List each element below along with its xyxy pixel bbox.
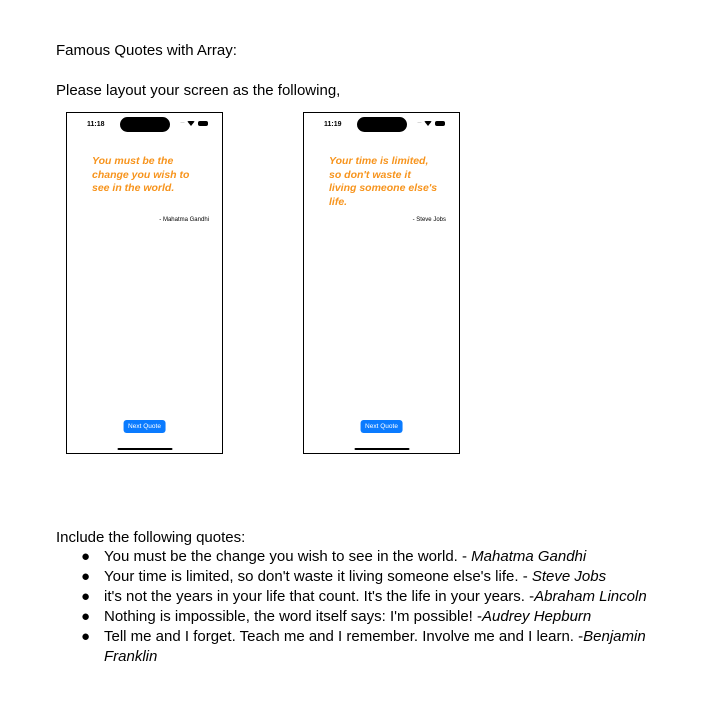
next-quote-button[interactable]: Next Quote (123, 420, 166, 433)
quote-list-text: You must be the change you wish to see in the world. - (104, 548, 472, 565)
list-item (56, 567, 656, 587)
signal-icon: ···· (417, 120, 421, 126)
quote-list-author: Abraham Lincoln (534, 588, 647, 605)
quote-list-author: Mahatma Gandhi (471, 548, 587, 565)
quote-list-text: Tell me and I forget. Teach me and I remember. Involve me and I learn. - (104, 628, 584, 645)
quote-list-author: Steve Jobs (531, 568, 607, 585)
status-time: 11:19 (324, 121, 342, 128)
quote-list-author: Benjamin Franklin (104, 628, 646, 665)
dynamic-island (357, 117, 407, 132)
quote-author: - Steve Jobs (412, 217, 446, 223)
dynamic-island (120, 117, 170, 132)
list-item (56, 547, 656, 567)
battery-icon (435, 121, 445, 126)
quote-list-text: Your time is limited, so don't waste it living someone else's life. - (104, 568, 532, 585)
include-heading: Include the following quotes: (56, 529, 246, 546)
quote-author: - Mahatma Gandhi (159, 217, 209, 223)
list-item (56, 587, 656, 607)
list-item (56, 627, 656, 667)
status-time: 11:18 (87, 121, 105, 128)
bullet-icon: ● (81, 628, 91, 645)
quote-list (56, 547, 656, 667)
quote-text: Your time is limited, so don't waste it living someone else's life. (329, 155, 438, 208)
home-indicator (354, 448, 409, 450)
list-item (56, 607, 656, 627)
next-quote-button[interactable]: Next Quote (360, 420, 403, 433)
quote-list-text: Nothing is impossible, the word itself says: I'm possible! - (104, 608, 483, 625)
signal-icon: ···· (180, 120, 184, 126)
bullet-icon: ● (81, 588, 91, 605)
home-indicator (117, 448, 172, 450)
status-icons (417, 120, 445, 126)
wifi-icon (424, 121, 432, 126)
battery-icon (198, 121, 208, 126)
wifi-icon (187, 121, 195, 126)
bullet-icon: ● (81, 608, 91, 625)
bullet-icon: ● (81, 568, 91, 585)
page-heading: Famous Quotes with Array: (56, 42, 237, 59)
bullet-icon: ● (81, 548, 91, 565)
phone-mockup-gandhi (66, 112, 223, 454)
status-icons (180, 120, 208, 126)
quote-text: You must be the change you wish to see in the world. (92, 155, 190, 194)
phone-mockup-jobs (303, 112, 460, 454)
quote-list-author: Audrey Hepburn (482, 608, 592, 625)
quote-list-text: it's not the years in your life that count. It's the life in your years. - (104, 588, 535, 605)
layout-instruction: Please layout your screen as the following, (56, 82, 341, 99)
